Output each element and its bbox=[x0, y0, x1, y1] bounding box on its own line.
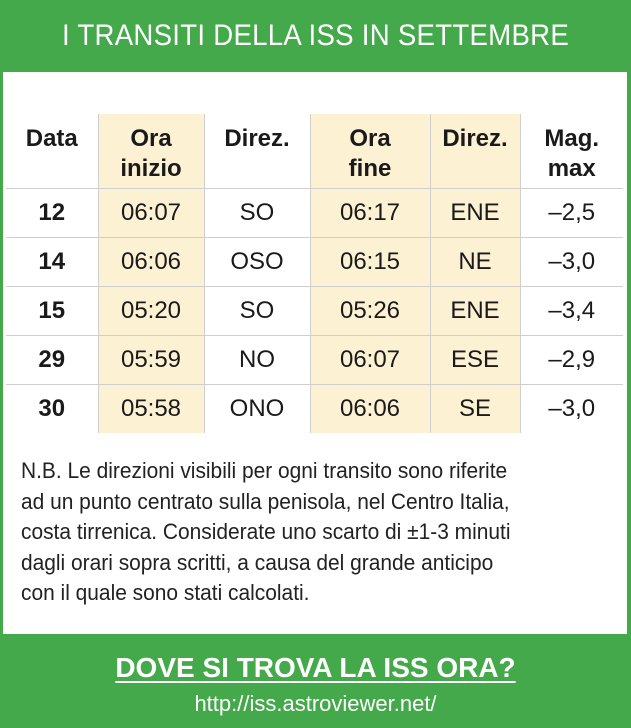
cell-start-direction: OSO bbox=[204, 237, 310, 286]
table-row bbox=[6, 335, 623, 384]
cell-date: 12 bbox=[6, 188, 98, 237]
cell-end-time: 06:06 bbox=[310, 384, 430, 433]
cell-max-magnitude: –2,9 bbox=[520, 335, 623, 384]
cell-end-direction: SE bbox=[430, 384, 520, 433]
cell-max-magnitude: –3,0 bbox=[520, 237, 623, 286]
cell-start-direction: SO bbox=[204, 286, 310, 335]
note-line: con il quale sono stati calcolati. bbox=[21, 580, 310, 605]
footer-title-link[interactable]: DOVE SI TROVA LA ISS ORA? bbox=[115, 652, 516, 683]
table-row bbox=[6, 188, 623, 237]
cell-start-time: 05:20 bbox=[98, 286, 204, 335]
header-direz-inizio: Direz. bbox=[204, 114, 310, 188]
cell-start-time: 05:59 bbox=[98, 335, 204, 384]
cell-end-direction: ENE bbox=[430, 188, 520, 237]
cell-date: 30 bbox=[6, 384, 98, 433]
cell-end-direction: ENE bbox=[430, 286, 520, 335]
note-line: costa tirrenica. Considerate uno scarto di ±1-3 minuti bbox=[21, 519, 511, 544]
header-data: Data bbox=[25, 125, 78, 152]
cell-end-direction: ESE bbox=[430, 335, 520, 384]
table-row bbox=[6, 384, 623, 433]
cell-start-time: 05:58 bbox=[98, 384, 204, 433]
cell-end-time: 05:26 bbox=[310, 286, 430, 335]
table-row bbox=[6, 237, 623, 286]
cell-start-time: 06:07 bbox=[98, 188, 204, 237]
content-panel bbox=[3, 72, 627, 634]
cell-start-direction: NO bbox=[204, 335, 310, 384]
note-line: N.B. Le direzioni visibili per ogni transito sono riferite bbox=[21, 458, 508, 483]
header-mag-max: Mag. max bbox=[520, 114, 623, 188]
note-line: dagli orari sopra scritti, a causa del grande anticipo bbox=[21, 549, 494, 575]
cell-end-direction: NE bbox=[430, 237, 520, 286]
cell-end-time: 06:07 bbox=[310, 335, 430, 384]
cell-start-time: 06:06 bbox=[98, 237, 204, 286]
table-row bbox=[6, 286, 623, 335]
cell-max-magnitude: –2,5 bbox=[520, 188, 623, 237]
cell-date: 29 bbox=[6, 335, 98, 384]
footer-url-link[interactable]: http://iss.astroviewer.net/ bbox=[194, 691, 437, 716]
cell-end-time: 06:17 bbox=[310, 188, 430, 237]
cell-start-direction: ONO bbox=[204, 384, 310, 433]
cell-max-magnitude: –3,0 bbox=[520, 384, 623, 433]
note-line: ad un punto centrato sulla penisola, nel Centro Italia, bbox=[21, 488, 510, 514]
cell-start-direction: SO bbox=[204, 188, 310, 237]
cell-date: 15 bbox=[6, 286, 98, 335]
cell-max-magnitude: –3,4 bbox=[520, 286, 623, 335]
note-text bbox=[21, 456, 607, 609]
page-title: I TRANSITI DELLA ISS IN SETTEMBRE bbox=[61, 19, 570, 52]
header-ora-inizio: Ora inizio bbox=[98, 114, 204, 188]
table-header-row bbox=[6, 114, 623, 188]
header-ora-fine: Ora fine bbox=[310, 114, 430, 188]
iss-transits-table bbox=[6, 114, 623, 433]
header-direz-fine: Direz. bbox=[430, 114, 520, 188]
cell-date: 14 bbox=[6, 237, 98, 286]
cell-end-time: 06:15 bbox=[310, 237, 430, 286]
